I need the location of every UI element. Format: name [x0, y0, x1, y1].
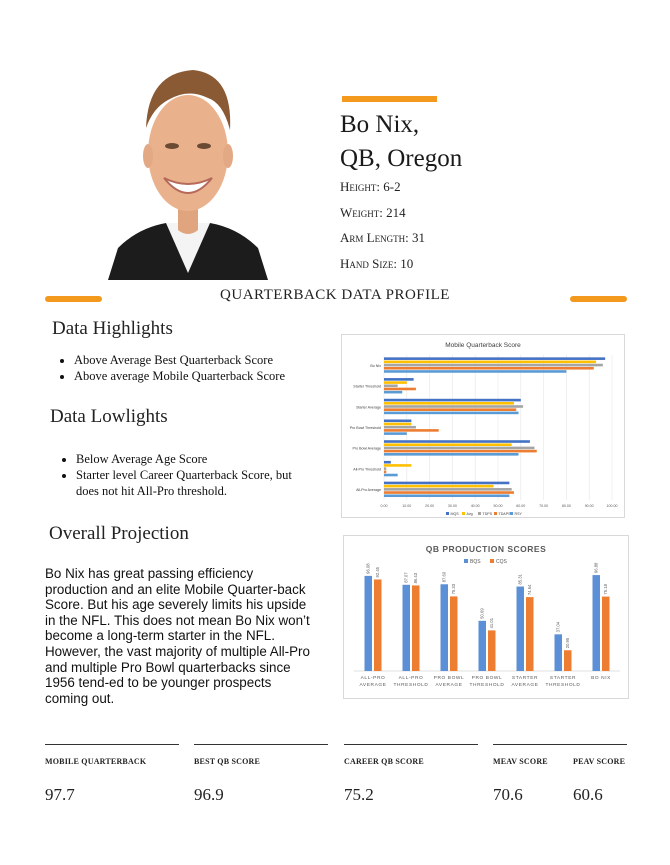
lowlight-item: • Starter level Career Quarterback Score, but does not hit All-Pro threshold.	[76, 467, 316, 499]
arm-length-stat: Arm Length: 31	[340, 230, 425, 245]
bar	[384, 491, 514, 494]
x-tick-label: 60.00	[516, 504, 526, 508]
bar	[384, 494, 509, 497]
x-tick-label: 90.00	[584, 504, 594, 508]
legend-swatch	[510, 512, 513, 515]
bar	[384, 467, 386, 470]
metric-label-best-qb: BEST QB SCORE	[194, 757, 261, 766]
category-label: THRESHOLD	[469, 683, 505, 688]
x-tick-label: 30.00	[447, 504, 457, 508]
data-label: 87.60	[441, 571, 447, 583]
bar	[384, 357, 605, 360]
metric-label-career-qb: CAREER QB SCORE	[344, 757, 424, 766]
bar	[384, 361, 596, 364]
bar	[384, 443, 512, 446]
bar	[488, 630, 496, 671]
bar	[384, 402, 514, 405]
data-label: 37.04	[555, 621, 561, 633]
metric-value-meav: 70.6	[493, 785, 523, 804]
player-name	[340, 108, 462, 176]
category-label: ALL-PRO	[360, 676, 386, 681]
chart-title: QB PRODUCTION SCORES	[425, 544, 547, 554]
metric-label-peav: PEAV SCORE	[573, 757, 626, 766]
hand-size-stat: Hand Size: 10	[340, 256, 414, 271]
bar	[384, 474, 398, 477]
data-label: 87.07	[403, 572, 409, 583]
category-label: Pro Bowl Threshold	[349, 426, 381, 430]
legend-label: CQS	[496, 559, 507, 565]
category-label: Pro Bowl Average	[352, 446, 381, 451]
bar	[384, 381, 407, 384]
lowlights-heading: Data Lowlights	[50, 406, 168, 427]
highlights-heading: Data Highlights	[52, 318, 173, 339]
lowlight-item: • Below Average Age Score	[76, 451, 316, 467]
bar	[384, 391, 402, 394]
section-title: QUARTERBACK DATA PROFILE	[220, 287, 450, 303]
x-tick-label: 80.00	[561, 504, 571, 508]
bar	[384, 388, 416, 391]
bar	[384, 367, 594, 370]
bar	[526, 597, 534, 671]
legend-label: Avg	[466, 512, 473, 516]
legend-swatch	[464, 559, 468, 563]
data-label: 75.33	[451, 583, 457, 595]
legend-label: TDAPS	[498, 512, 511, 516]
bar	[384, 364, 603, 367]
category-label: THRESHOLD	[545, 683, 581, 688]
metric-value-mobile-qb: 97.7	[45, 785, 75, 804]
player-position-line: QB, Oregon	[340, 145, 463, 172]
bar	[384, 399, 521, 402]
category-label: PRO BOWL	[433, 676, 465, 681]
data-label: 74.64	[527, 584, 533, 596]
bar	[384, 461, 391, 464]
bar	[384, 423, 411, 426]
height-stat: Height: 6-2	[340, 179, 401, 194]
bar	[384, 453, 519, 456]
category-label: BO NIX	[591, 676, 611, 681]
projection-heading: Overall Projection	[49, 523, 189, 544]
data-label: 92.45	[375, 566, 381, 578]
x-tick-label: 70.00	[539, 504, 549, 508]
bar	[384, 464, 411, 467]
bar	[384, 420, 411, 423]
bar	[384, 429, 439, 432]
bar	[441, 584, 449, 671]
legend-swatch	[494, 512, 497, 515]
bar	[384, 440, 530, 443]
bar	[384, 412, 519, 415]
bar	[403, 585, 411, 671]
player-headshot	[108, 58, 268, 280]
x-tick-label: 20.00	[425, 504, 435, 508]
category-label: AVERAGE	[511, 683, 539, 688]
bar	[564, 650, 572, 671]
highlights-list	[56, 352, 304, 384]
data-label: 50.69	[479, 608, 485, 619]
metric-value-best-qb: 96.9	[194, 785, 224, 804]
bar	[602, 597, 610, 671]
category-label: STARTER	[511, 676, 539, 681]
metric-divider	[194, 744, 328, 745]
mobile-qb-score-chart	[342, 335, 624, 517]
category-label: STARTER	[549, 676, 577, 681]
bar	[384, 447, 534, 450]
bar	[384, 370, 566, 373]
bar	[384, 482, 509, 485]
metric-divider	[45, 744, 179, 745]
category-label: All-Pro Threshold	[353, 467, 381, 472]
x-tick-label: 10.00	[402, 504, 412, 508]
legend-swatch	[478, 512, 481, 515]
bar	[479, 621, 487, 671]
category-label: All-Pro Average	[356, 488, 381, 493]
category-label: THRESHOLD	[393, 683, 429, 688]
bar	[365, 576, 373, 671]
highlight-item: • Above average Mobile Quarterback Score	[74, 368, 304, 384]
highlight-item: • Above Average Best Quarterback Score	[74, 352, 304, 368]
metric-label-mobile-qb: MOBILE QUARTERBACK	[45, 757, 147, 766]
legend-label: RSY	[514, 512, 522, 516]
metric-divider	[344, 744, 478, 745]
bar	[384, 450, 537, 453]
bar	[384, 405, 523, 408]
data-label: 41.01	[489, 617, 495, 629]
data-label: 75.18	[603, 584, 609, 595]
chart-title: Mobile Quarterback Score	[445, 342, 521, 349]
x-tick-label: 100.00	[606, 504, 618, 508]
metric-value-peav: 60.6	[573, 785, 603, 804]
qb-production-chart-frame	[343, 535, 629, 699]
mobile-qb-chart-frame	[341, 334, 625, 518]
data-label: 20.95	[565, 637, 571, 649]
bar	[384, 426, 416, 429]
metric-divider	[493, 744, 627, 745]
category-label: AVERAGE	[359, 683, 387, 688]
category-label: ALL-PRO	[398, 676, 424, 681]
projection-text: Bo Nix has great passing efficiency production and an elite Mobile Quarter-back Score. But his age severely limits his upside in the NFL. This does not mean Bo Nix won’t become a long-term starter in the NFL. However, the vast majority of multiple All-Pro and multiple Pro Bowl quarterbacks since 1956 tend-ed to be younger prospects coming out.	[45, 566, 310, 706]
data-label: 96.88	[593, 562, 599, 574]
metric-value-career-qb: 75.2	[344, 785, 374, 804]
legend-swatch	[490, 559, 494, 563]
legend-swatch	[446, 512, 449, 515]
legend-label: TDPS	[482, 512, 493, 516]
bar	[384, 432, 407, 435]
data-label: 86.43	[413, 572, 419, 584]
bar	[384, 384, 398, 387]
data-label: 85.31	[517, 574, 523, 585]
bar	[384, 488, 512, 491]
x-tick-label: 0.00	[380, 504, 388, 508]
bar	[384, 485, 493, 488]
weight-stat: Weight: 214	[340, 205, 406, 220]
category-label: Starter Threshold	[353, 384, 381, 389]
category-label: PRO BOWL	[471, 676, 503, 681]
bar	[517, 587, 525, 671]
category-label: AVERAGE	[435, 683, 463, 688]
title-accent-bar	[342, 96, 437, 102]
bar	[384, 378, 414, 381]
legend-label: BQS	[470, 559, 481, 565]
legend-label: MQS	[450, 512, 459, 516]
bar	[384, 471, 386, 474]
metric-label-meav: MEAV SCORE	[493, 757, 548, 766]
player-name-line1: Bo Nix,	[340, 111, 420, 138]
x-tick-label: 50.00	[493, 504, 503, 508]
bar	[555, 634, 563, 671]
bar	[412, 585, 420, 671]
bar	[450, 596, 458, 671]
bar	[384, 408, 516, 411]
category-label: Bo Nix	[370, 363, 381, 368]
lowlights-list	[58, 451, 316, 499]
bar	[593, 575, 601, 671]
bar	[374, 579, 382, 671]
x-tick-label: 40.00	[470, 504, 480, 508]
category-label: Starter Average	[356, 405, 381, 410]
data-label: 96.08	[365, 563, 371, 574]
qb-production-scores-chart	[344, 536, 628, 698]
legend-swatch	[462, 512, 465, 515]
